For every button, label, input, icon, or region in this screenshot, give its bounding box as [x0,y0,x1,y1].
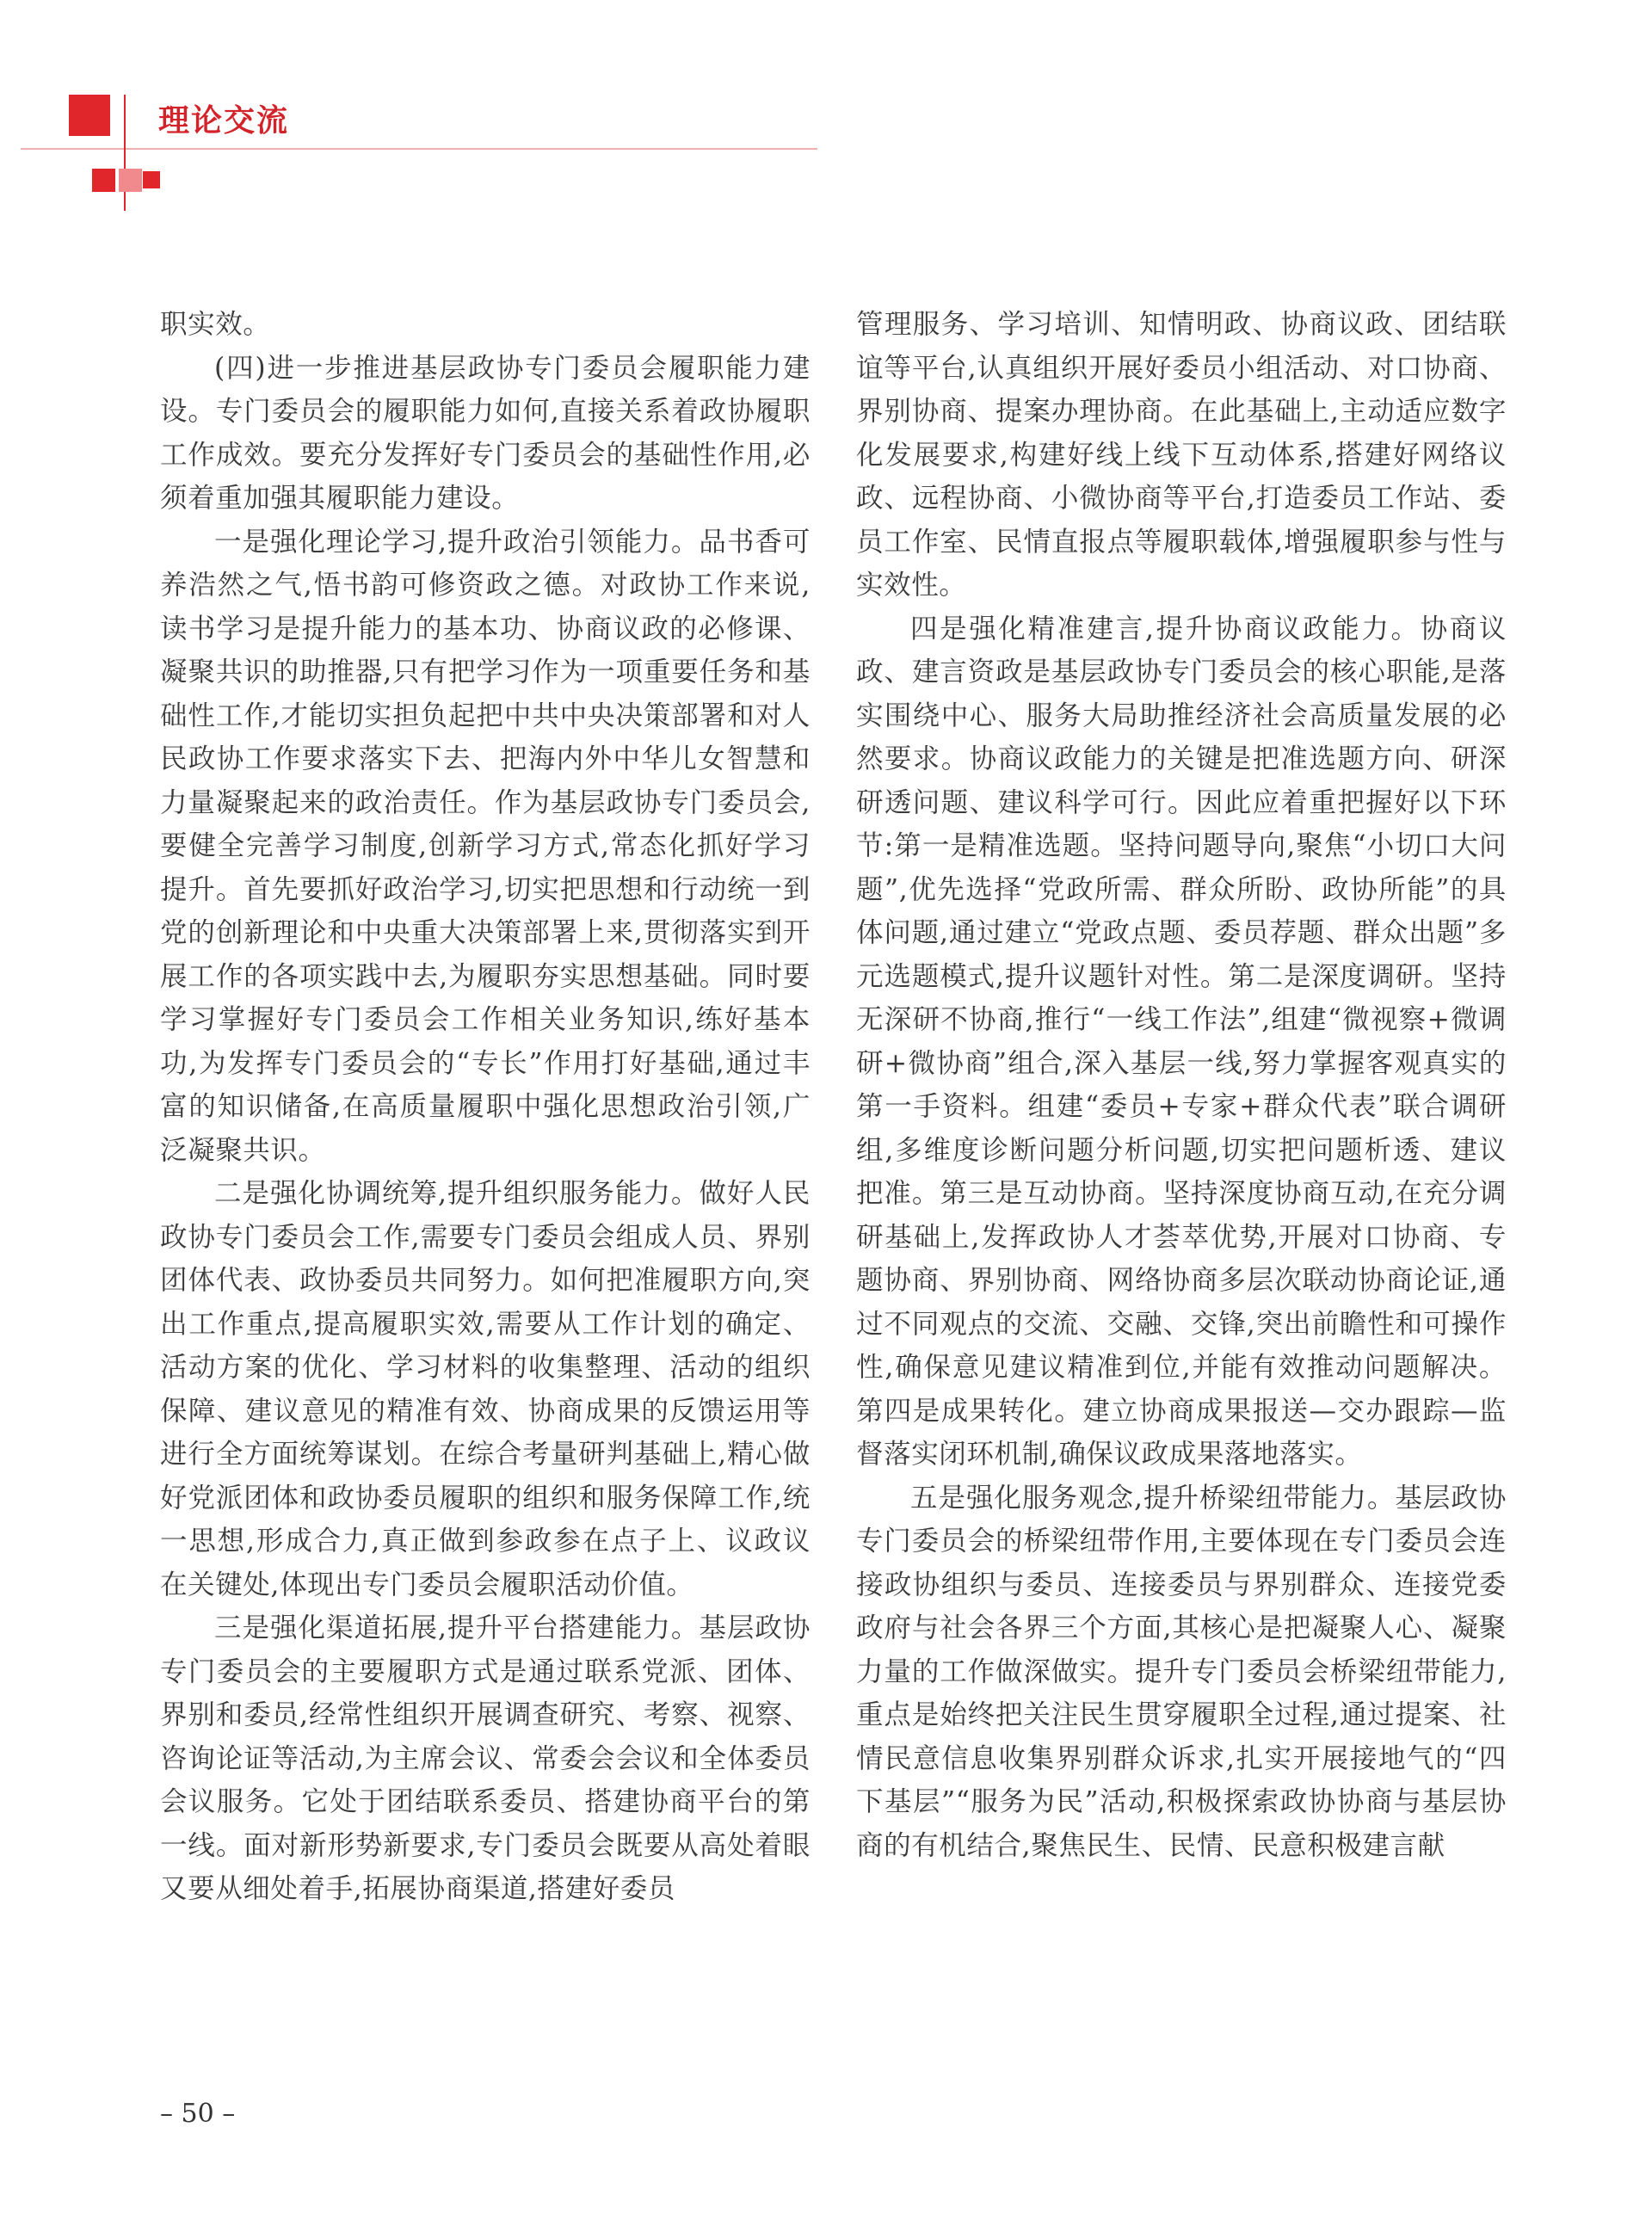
paragraph: 三是强化渠道拓展,提升平台搭建能力。基层政协专门委员会的主要履职方式是通过联系党派、团体、界别和委员,经常性组织开展调查研究、考察、视察、咨询论证等活动,为主席会议、常委会会议和全体委员会议服务。它处于团结联系委员、搭建协商平台的第一线。面对新形势新要求,专门委员会既要从高处着眼又要从细处着手,拓展协商渠道,搭建好委员 [160,1612,811,1904]
paragraph: 管理服务、学习培训、知情明政、协商议政、团结联谊等平台,认真组织开展好委员小组活动、对口协商、界别协商、提案办理协商。在此基础上,主动适应数字化发展要求,构建好线上线下互动体系,搭建好网络议政、远程协商、小微协商等平台,打造委员工作站、委员工作室、民情直报点等履职载体,增强履职参与性与实效性。 [856,309,1507,601]
left-column [160,303,811,1911]
section-title: 理论交流 [158,103,290,139]
paragraph: 职实效。 [160,309,271,340]
right-column [856,303,1507,1867]
header-vertical-rule [124,95,126,211]
header-small-square-red-2 [143,171,160,188]
paragraph: (四)进一步推进基层政协专门委员会履职能力建设。专门委员会的履职能力如何,直接关系着政协履职工作成效。要充分发挥好专门委员会的基础性作用,必须着重加强其履职能力建设。 [160,352,811,514]
header-small-square-red [92,169,115,192]
header-red-square [69,95,110,136]
page-number: – 50 – [160,2099,236,2129]
header-small-square-pink [119,169,142,192]
paragraph: 五是强化服务观念,提升桥梁纽带能力。基层政协专门委员会的桥梁纽带作用,主要体现在专门委员会连接政协组织与委员、连接委员与界别群众、连接党委政府与社会各界三个方面,其核心是把凝聚人心、凝聚力量的工作做深做实。提升专门委员会桥梁纽带能力,重点是始终把关注民生贯穿履职全过程,通过提案、社情民意信息收集界别群众诉求,扎实开展接地气的“四下基层”“服务为民”活动,积极探索政协协商与基层协商的有机结合,聚焦民生、民情、民意积极建言献 [856,1482,1507,1861]
header-rule [21,148,817,150]
paragraph: 一是强化理论学习,提升政治引领能力。品书香可养浩然之气,悟书韵可修资政之德。对政协工作来说,读书学习是提升能力的基本功、协商议政的必修课、凝聚共识的助推器,只有把学习作为一项重要任务和基础性工作,才能切实担负起把中共中央决策部署和对人民政协工作要求落实下去、把海内外中华儿女智慧和力量凝聚起来的政治责任。作为基层政协专门委员会,要健全完善学习制度,创新学习方式,常态化抓好学习提升。首先要抓好政治学习,切实把思想和行动统一到党的创新理论和中央重大决策部署上来,贯彻落实到开展工作的各项实践中去,为履职夯实思想基础。同时要学习掌握好专门委员会工作相关业务知识,练好基本功,为发挥专门委员会的“专长”作用打好基础,通过丰富的知识储备,在高质量履职中强化思想政治引领,广泛凝聚共识。 [160,526,811,1166]
paragraph: 二是强化协调统筹,提升组织服务能力。做好人民政协专门委员会工作,需要专门委员会组成人员、界别团体代表、政协委员共同努力。如何把准履职方向,突出工作重点,提高履职实效,需要从工作计划的确定、活动方案的优化、学习材料的收集整理、活动的组织保障、建议意见的精准有效、协商成果的反馈运用等进行全方面统筹谋划。在综合考量研判基础上,精心做好党派团体和政协委员履职的组织和服务保障工作,统一思想,形成合力,真正做到参政参在点子上、议政议在关键处,体现出专门委员会履职活动价值。 [160,1178,811,1600]
paragraph: 四是强化精准建言,提升协商议政能力。协商议政、建言资政是基层政协专门委员会的核心职能,是落实围绕中心、服务大局助推经济社会高质量发展的必然要求。协商议政能力的关键是把准选题方向、研深研透问题、建议科学可行。因此应着重把握好以下环节:第一是精准选题。坚持问题导向,聚焦“小切口大问题”,优先选择“党政所需、群众所盼、政协所能”的具体问题,通过建立“党政点题、委员荐题、群众出题”多元选题模式,提升议题针对性。第二是深度调研。坚持无深研不协商,推行“一线工作法”,组建“微视察+微调研+微协商”组合,深入基层一线,努力掌握客观真实的第一手资料。组建“委员+专家+群众代表”联合调研组,多维度诊断问题分析问题,切实把问题析透、建议把准。第三是互动协商。坚持深度协商互动,在充分调研基础上,发挥政协人才荟萃优势,开展对口协商、专题协商、界别协商、网络协商多层次联动协商论证,通过不同观点的交流、交融、交锋,突出前瞻性和可操作性,确保意见建议精准到位,并能有效推动问题解决。第四是成果转化。建立协商成果报送—交办跟踪—监督落实闭环机制,确保议政成果落地落实。 [856,613,1507,1470]
